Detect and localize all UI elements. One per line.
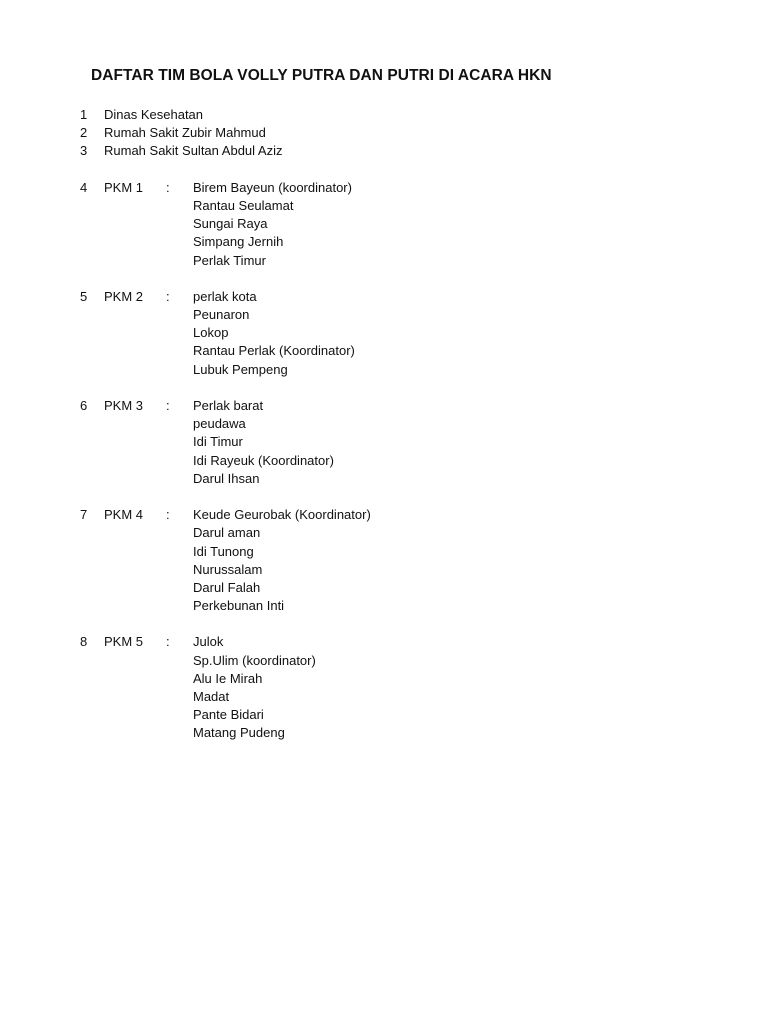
group-member: Matang Pudeng: [193, 725, 285, 741]
group-member: Simpang Jernih: [193, 234, 284, 250]
group-colon: :: [166, 634, 170, 650]
team-list: [80, 106, 371, 743]
pkm-group-4: [80, 506, 371, 615]
group-member: peudawa: [193, 416, 246, 432]
group-member: perlak kota: [193, 288, 257, 304]
pkm-group-5: [80, 633, 355, 742]
list-item: [80, 106, 355, 124]
item-number: 3: [80, 143, 88, 159]
group-member: Birem Bayeun (koordinator): [193, 179, 352, 195]
group-member: Idi Tunong: [193, 543, 254, 559]
group-member: Peunaron: [193, 307, 250, 323]
group-member: Rantau Seulamat: [193, 197, 294, 213]
group-member: Lubuk Pempeng: [193, 361, 288, 377]
item-number: 1: [80, 107, 88, 122]
group-name: PKM 5: [104, 634, 144, 650]
item-number: 2: [80, 125, 88, 141]
group-header: [80, 633, 355, 651]
group-colon: :: [166, 507, 170, 523]
group-colon: :: [166, 398, 170, 413]
item-name: Dinas Kesehatan: [104, 107, 204, 122]
group-colon: :: [166, 288, 170, 304]
group-member: Julok: [193, 634, 224, 650]
group-member: Keude Geurobak (Koordinator): [193, 507, 371, 523]
group-member: Perlak barat: [193, 398, 264, 413]
group-number: 5: [80, 288, 88, 304]
pkm-group-1: [80, 179, 355, 270]
group-colon: :: [166, 179, 170, 195]
group-member: Nurussalam: [193, 561, 263, 577]
group-member: Darul Ihsan: [193, 470, 260, 486]
group-header: [80, 397, 355, 415]
group-name: PKM 2: [104, 288, 144, 304]
group-member: Darul Falah: [193, 579, 261, 595]
group-member: Perlak Timur: [193, 252, 266, 268]
group-number: 7: [80, 507, 88, 523]
group-name: PKM 4: [104, 507, 144, 523]
group-member: Alu Ie Mirah: [193, 670, 263, 686]
group-member: Lokop: [193, 325, 229, 341]
group-member: Madat: [193, 689, 230, 704]
group-member: Sungai Raya: [193, 216, 268, 232]
group-name: PKM 3: [104, 398, 144, 413]
group-member: Sp.Ulim (koordinator): [193, 652, 316, 668]
group-member: Idi Timur: [193, 434, 243, 450]
group-member: Rantau Perlak (Koordinator): [193, 343, 355, 359]
pkm-group-2: [80, 288, 355, 379]
group-number: 6: [80, 398, 88, 413]
list-item: [80, 142, 355, 160]
pkm-group-3: [80, 397, 355, 488]
group-header: [80, 288, 355, 306]
group-member: Pante Bidari: [193, 707, 264, 723]
item-name: Rumah Sakit Sultan Abdul Aziz: [104, 143, 283, 159]
group-name: PKM 1: [104, 179, 144, 195]
list-item: [80, 124, 355, 142]
document-title: DAFTAR TIM BOLA VOLLY PUTRA DAN PUTRI DI ACARA HKN: [91, 67, 552, 84]
item-name: Rumah Sakit Zubir Mahmud: [104, 125, 266, 141]
group-number: 8: [80, 634, 88, 650]
group-member: Idi Rayeuk (Koordinator): [193, 452, 334, 468]
group-header: [80, 506, 371, 524]
group-member: Perkebunan Inti: [193, 598, 285, 614]
group-member: Darul aman: [193, 525, 261, 541]
group-number: 4: [80, 179, 88, 195]
group-header: [80, 179, 355, 197]
